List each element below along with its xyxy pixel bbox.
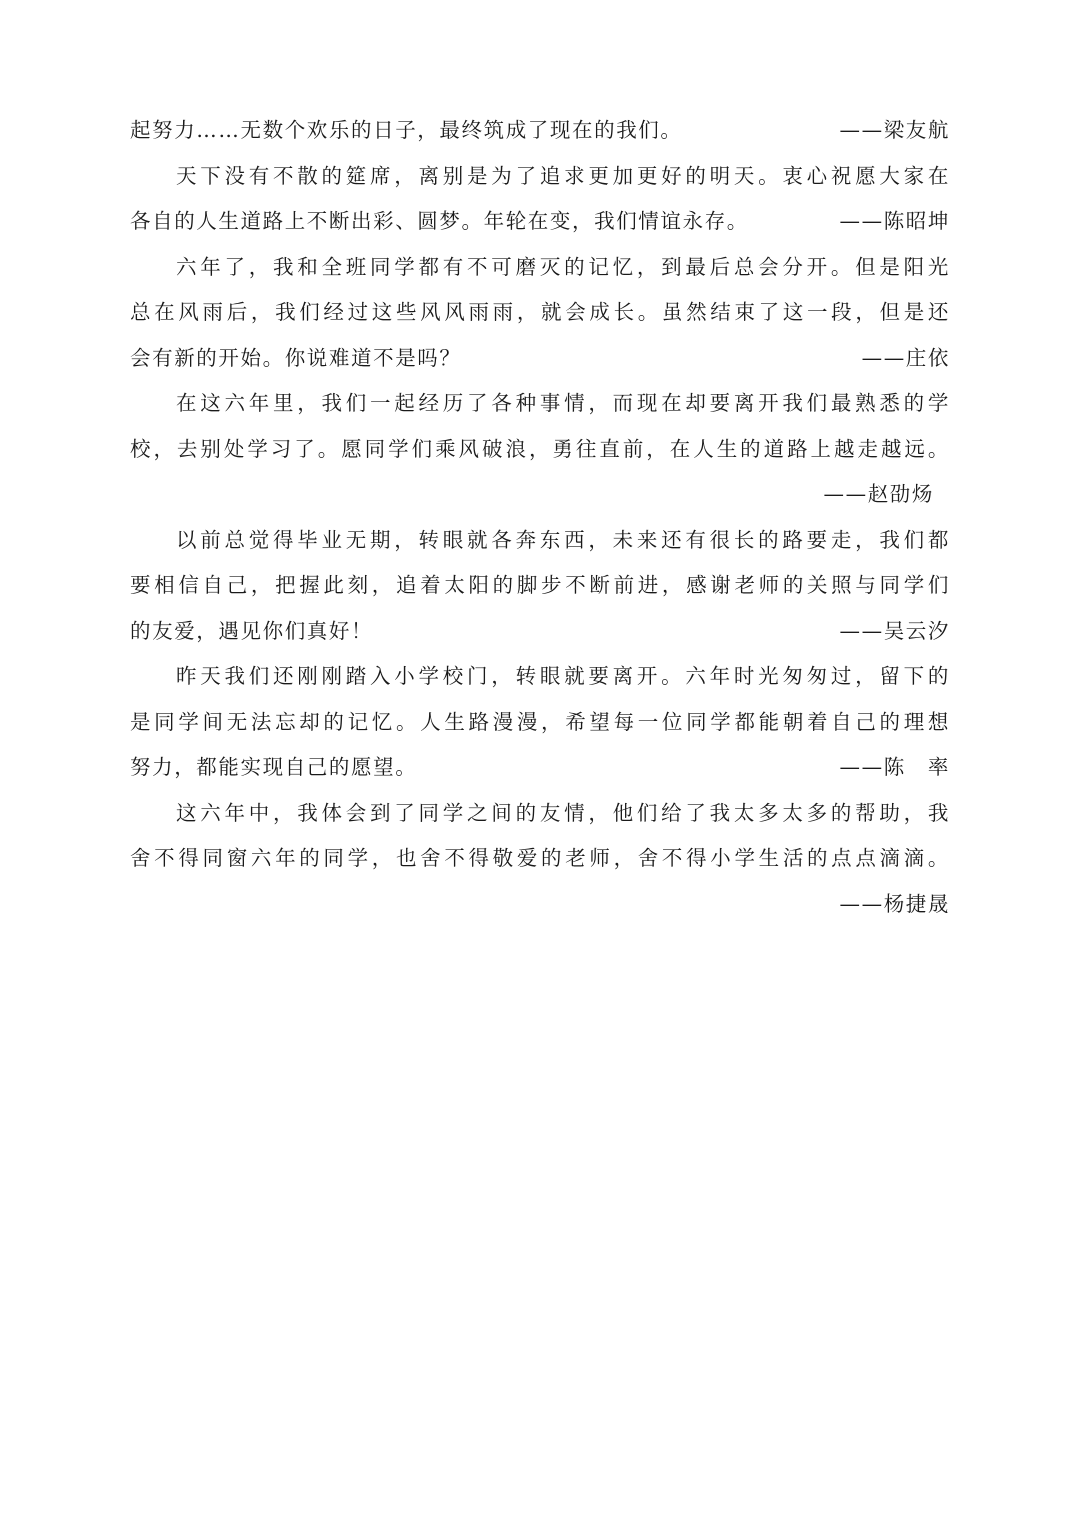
author-signature: ——吴云汐 (839, 618, 950, 643)
author-signature: ——庄依 (861, 345, 950, 370)
text-line (130, 882, 950, 928)
text-line (130, 108, 950, 154)
text-line (130, 472, 950, 518)
paragraph-text: 的友爱，遇见你们真好！ (130, 618, 374, 643)
author-signature: ——梁友航 (839, 118, 950, 142)
text-line (130, 245, 950, 291)
paragraph-text: 各自的人生道路上不断出彩、圆梦。年轮在变，我们情谊永存。 (130, 209, 749, 233)
text-line (130, 154, 950, 200)
paragraph-text: 在这六年里，我们一起经历了各种事情，而现在却要离开我们最熟悉的学 (176, 391, 950, 415)
paragraph-text: 会有新的开始。你说难道不是吗？ (130, 345, 462, 370)
author-signature: ——杨捷晟 (839, 891, 950, 916)
paragraph-text: 昨天我们还刚刚踏入小学校门，转眼就要离开。六年时光匆匆过，留下的 (176, 664, 950, 688)
text-line (130, 745, 950, 791)
paragraph-text: 总在风雨后，我们经过这些风风雨雨，就会成长。虽然结束了这一段，但是还 (130, 300, 950, 324)
author-signature: ——赵劭炀 (823, 482, 934, 506)
paragraph-text: 校，去别处学习了。愿同学们乘风破浪，勇往直前，在人生的道路上越走越远。 (130, 436, 950, 461)
text-line (130, 518, 950, 564)
text-line (130, 700, 950, 746)
text-line (130, 381, 950, 427)
text-line (130, 290, 950, 336)
paragraph-text: 起努力……无数个欢乐的日子，最终筑成了现在的我们。 (130, 118, 683, 142)
paragraph-text: 要相信自己，把握此刻，追着太阳的脚步不断前进，感谢老师的关照与同学们 (130, 573, 950, 597)
paragraph-text: 这六年中，我体会到了同学之间的友情，他们给了我太多太多的帮助，我 (176, 800, 950, 825)
text-line (130, 563, 950, 609)
paragraph-text: 舍不得同窗六年的同学，也舍不得敬爱的老师，舍不得小学生活的点点滴滴。 (130, 846, 950, 870)
document-body (130, 108, 950, 927)
text-line (130, 609, 950, 655)
paragraph-text: 是同学间无法忘却的记忆。人生路漫漫，希望每一位同学都能朝着自己的理想 (130, 709, 950, 734)
text-line (130, 791, 950, 837)
text-line (130, 336, 950, 382)
text-line (130, 836, 950, 882)
text-line (130, 199, 950, 245)
author-signature: ——陈昭坤 (839, 209, 950, 233)
paragraph-text: 六年了，我和全班同学都有不可磨灭的记忆，到最后总会分开。但是阳光 (176, 254, 950, 279)
author-signature: ——陈 率 (839, 755, 950, 779)
text-line (130, 654, 950, 700)
text-line (130, 427, 950, 473)
paragraph-text: 天下没有不散的筵席，离别是为了追求更加更好的明天。衷心祝愿大家在 (176, 163, 950, 188)
paragraph-text: 以前总觉得毕业无期，转眼就各奔东西，未来还有很长的路要走，我们都 (176, 527, 950, 552)
paragraph-text: 努力，都能实现自己的愿望。 (130, 755, 418, 779)
